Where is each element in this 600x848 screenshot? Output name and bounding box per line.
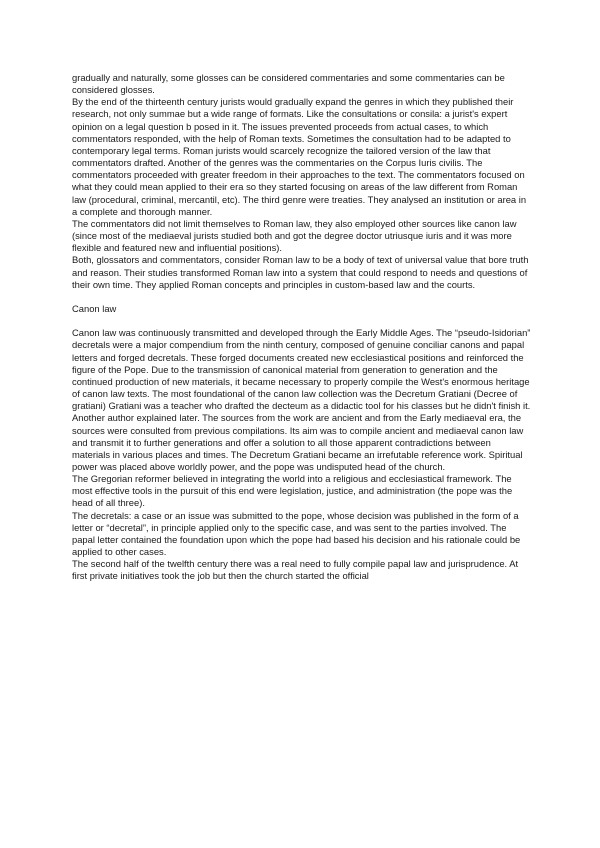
- paragraph-glosses-commentaries: gradually and naturally, some glosses can be considered commentaries and some commentaries can be considered glosses.: [72, 72, 505, 96]
- paragraph-other-sources: The commentators did not limit themselves to Roman law, they also employed other sources like canon law (since most of the mediaeval jurists studied both and got the degree doctor utriusque iuris and it was more flexible and featured new and influential positions).: [72, 217, 517, 254]
- paragraph-gregorian-reformer: The Gregorian reformer believed in integrating the world into a religious and ecclesiastical framework. The most effective tools in the pursuit of this end were legislation, justice, and administration (the pope was the head of all three).: [72, 473, 513, 509]
- spacer: [72, 291, 531, 303]
- paragraph-decretals: The decretals: a case or an issue was submitted to the pope, whose decision was published in the form of a letter or “decretal”, in principle applied only to the specific case, and was sent to the parties involved. The papal letter contained the foundation upon which the pope had based his decision and his rationale could be applied to other cases.: [72, 509, 521, 558]
- section-heading-canon-law: Canon law: [72, 302, 117, 314]
- paragraph-genres-formats: By the end of the thirteenth century jurists would gradually expand the genres in which they published their research, not only summae but a wide range of formats. Like the consultations or consila: a jurist's expert opinion on a legal question b posed in it. The issues prevented proceeds from actual cases, to which commentators responded, with the help of Roman texts. Sometimes the consultation had to be adapted to contemporary legal terms. Roman jurists would scarcely recognize the tailored version of the law that commentators drafted. Another of the genres was the commentaries on the Corpus Iuris civilis. The commentators proceeded with greater freedom in their approaches to the text. The commentators focused on what they could mean applied to their era so they started focusing on areas of the law different from Roman law (procedural, criminal, mercantil, etc). The third genre were treaties. They analysed an institution or area in a complete and thorough manner.: [72, 96, 527, 217]
- paragraph-canon-law-transmission: Canon law was continuously transmitted and developed through the Early Middle Ages. The “pseudo-Isidorian” decretals were a major compendium from the ninth century, composed of genuine conciliar canons and papal letters and forged decretals. These forged documents created new ecclesiastical positions and reinforced the figure of the Pope. Due to the transmission of canonical material from generation to generation and the continued production of new materials, it became necessary to properly compile the West's enormous heritage of canon law texts. The most foundational of the canon law collection was the Decretum Gratiani (Decree of gratiani) Gratiani was a teacher who drafted the decteum as a didactic tool for his classes but he didn't finish it. Another author explained later. The sources from the work are ancient and from the Early mediaeval era, the sources were consulted from previous compilations. Its aim was to compile ancient and mediaeval canon law and transmit it to further generations and offer a solution to all those apparent contradictions between materials in various places and times. The Decretum Gratiani became an irrefutable reference work. Spiritual power was placed above worldly power, and the pope was undisputed head of the church.: [72, 327, 531, 472]
- spacer: [72, 315, 531, 327]
- paragraph-twelfth-century: The second half of the twelfth century there was a real need to fully compile papal law and jurisprudence. At first private initiatives took the job but then the church started the official: [72, 558, 519, 582]
- document-page: [72, 72, 531, 583]
- paragraph-roman-law-universal: Both, glossators and commentators, consider Roman law to be a body of text of universal value that bore truth and reason. Their studies transformed Roman law into a system that could respond to needs and questions of their own time. They applied Roman concepts and principles in custom-based law and the courts.: [72, 254, 529, 290]
